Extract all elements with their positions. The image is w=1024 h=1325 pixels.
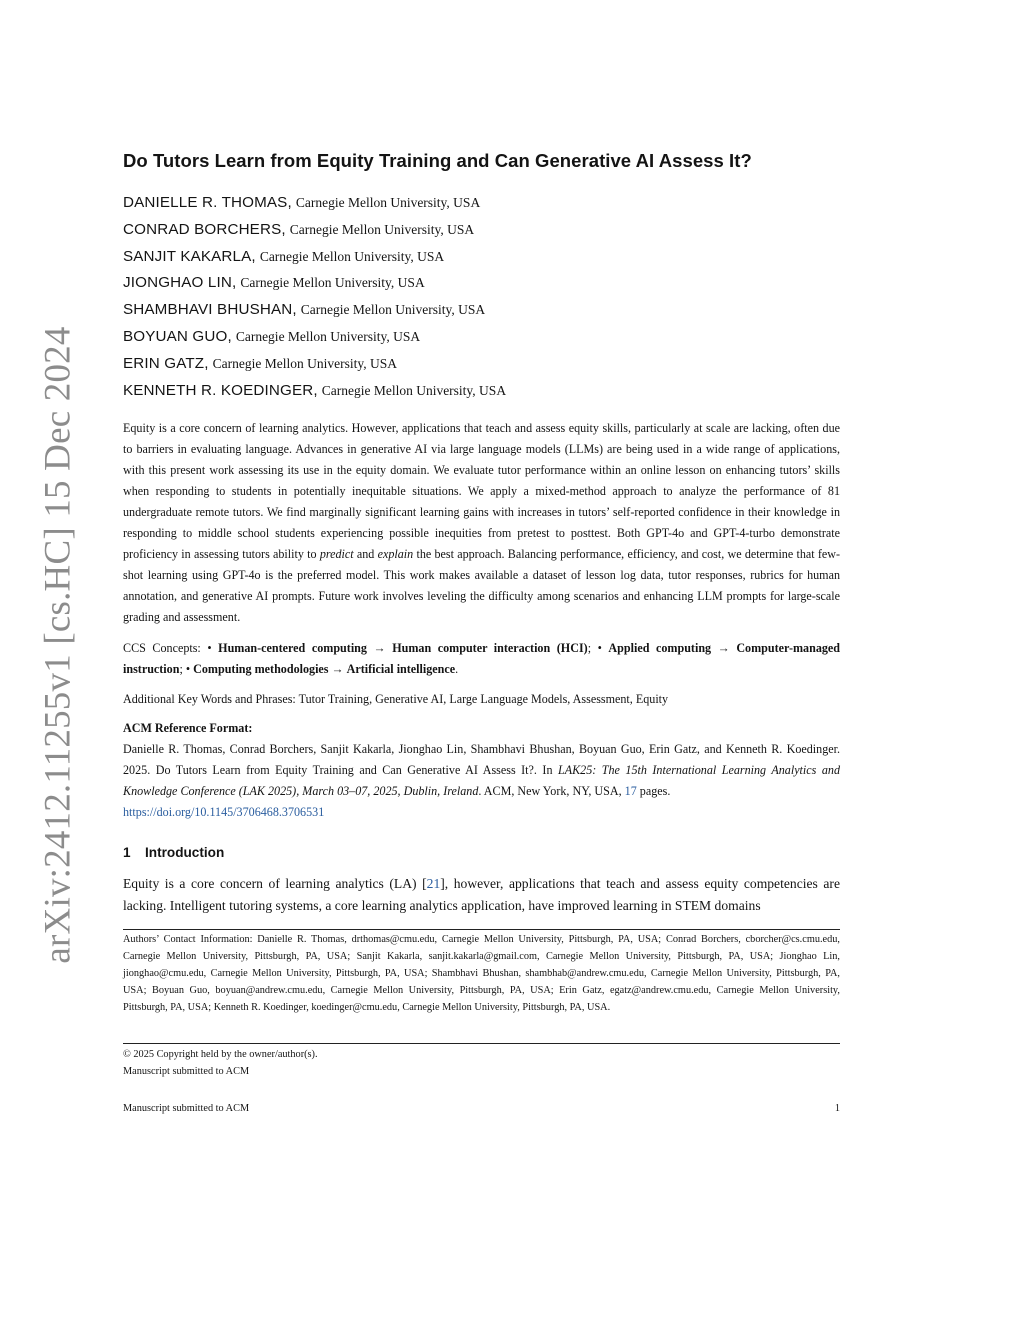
ccs-concept: Applied computing (608, 641, 712, 656)
intro-text: Equity is a core concern of learning analytics (LA) [ (123, 875, 427, 891)
ccs-separator: ; • (179, 662, 194, 677)
abstract-emphasis: explain (377, 546, 414, 561)
page-footer (123, 1100, 840, 1117)
author-affiliation: Carnegie Mellon University, USA (295, 195, 481, 210)
ccs-separator: ; • (587, 641, 609, 656)
footnote-divider (123, 929, 840, 930)
section-title: Introduction (145, 844, 225, 860)
author-affiliation: Carnegie Mellon University, USA (235, 328, 421, 344)
author-affiliation: Carnegie Mellon University, USA (289, 221, 475, 237)
submission-note: Manuscript submitted to ACM (123, 1066, 250, 1077)
ccs-label: CCS Concepts: • (123, 641, 219, 656)
ccs-concept: Artificial intelligence (346, 662, 456, 677)
ccs-arrow: → (366, 641, 393, 656)
page-count-link[interactable]: 17 (624, 783, 637, 798)
author-contact-footnote: Authors’ Contact Information: Danielle R. Thomas, drthomas@cmu.edu, Carnegie Mellon University, Pittsburgh, PA, USA; Conrad Borchers, cborcher@cs.cmu.edu, Carnegie Mellon University, Pittsburgh, PA, USA; Sanjit Kakarla, sanjit.kakarla@gmail.com, Carnegie Mellon University, Pittsburgh, PA, USA; Jionghao Lin, jionghao@cmu.edu, Carnegie Mellon University, Pittsburgh, PA, USA; Shambhavi Bhushan, shambhab@andrew.cmu.edu, Carnegie Mellon University, Pittsburgh, PA, USA; Boyuan Guo, boyuan@andrew.cmu.edu, Carnegie Mellon University, Pittsburgh, PA, USA; Erin Gatz, egatz@andrew.cmu.edu, Carnegie Mellon University, Pittsburgh, PA, USA; Kenneth R. Koedinger, koedinger@cmu.edu, Carnegie Mellon University, Pittsburgh, PA, USA. (123, 934, 840, 1013)
author-name: SHAMBHAVI BHUSHAN, (123, 301, 297, 319)
author-entry (123, 217, 840, 244)
ccs-concept: Computer-managed instruction (123, 641, 841, 677)
reference-format-heading: ACM Reference Format: (123, 721, 253, 736)
copyright-line: © 2025 Copyright held by the owner/author(s). (123, 1049, 318, 1060)
abstract-text: and (353, 546, 378, 561)
author-entry (123, 324, 840, 351)
abstract (123, 418, 840, 627)
reference-text: pages. (636, 783, 671, 798)
ccs-concept: Human-centered computing (218, 641, 367, 656)
section-heading (123, 843, 840, 863)
author-entry (123, 244, 840, 271)
author-name: DANIELLE R. THOMAS, (123, 194, 292, 211)
reference-venue: LAK25: The 15th International Learning Analytics and Knowledge Conference (LAK 2025), March 03–07, 2025, Dublin, Ireland (123, 762, 840, 798)
author-entry (123, 190, 840, 217)
author-entry (123, 297, 840, 324)
intro-text: ], however, applications that teach and assess equity competencies are lacking. Intelligent tutoring systems, a core learning analytics application, have improved learning in STEM domains (123, 875, 840, 914)
author-affiliation: Carnegie Mellon University, USA (300, 302, 486, 318)
reference-text: Danielle R. Thomas, Conrad Borchers, Sanjit Kakarla, Jionghao Lin, Shambhavi Bhushan, Boyuan Guo, Erin Gatz, and Kenneth R. Koedinger. 2025. Do Tutors Learn from Equity Training and Can Generative AI Assess It?. In (123, 742, 840, 777)
author-name: SANJIT KAKARLA, (123, 247, 256, 265)
section-number: 1 (123, 844, 131, 860)
author-affiliation: Carnegie Mellon University, USA (240, 275, 425, 291)
author-entry (123, 351, 840, 378)
abstract-text: Equity is a core concern of learning analytics. However, applications that teach and assess equity skills, particularly at scale are lacking, often due to barriers in evaluating language. Advances in generative AI via large language models (LLMs) are being used in a wide range of applications, with this present work assessing its use in the equity domain. We evaluate tutor performance within an online lesson on enhancing tutors’ skills when responding to students in potentially inequitable situations. We apply a mixed-method approach to analyze the performance of 81 undergraduate remote tutors. We find marginally significant learning gains with increases in tutors’ self-reported confidence in their knowledge in responding to middle school students experiencing possible inequities from pretest to posttest. Both GPT-4o and GPT-4-turbo demonstrate proficiency in assessing tutors ability to (123, 421, 840, 561)
arxiv-identifier-stamp: arXiv:2412.11255v1 [cs.HC] 15 Dec 2024 (37, 326, 79, 964)
ccs-concepts (123, 638, 840, 680)
footer-left-text: Manuscript submitted to ACM (123, 1103, 250, 1114)
author-name: KENNETH R. KOEDINGER, (123, 381, 318, 399)
author-affiliation: Carnegie Mellon University, USA (259, 248, 445, 264)
ccs-concept: Human computer interaction (HCI) (392, 641, 588, 656)
intro-paragraph (123, 873, 840, 919)
page-content (123, 150, 840, 918)
author-name: ERIN GATZ, (123, 354, 209, 372)
author-name: JIONGHAO LIN, (123, 274, 237, 292)
author-entry (123, 270, 840, 297)
doi-link[interactable]: https://doi.org/10.1145/3706468.3706531 (123, 804, 325, 819)
author-affiliation: Carnegie Mellon University, USA (212, 355, 397, 371)
author-name: BOYUAN GUO, (123, 327, 232, 345)
author-list (123, 190, 840, 404)
copyright-divider (123, 1043, 840, 1044)
abstract-text: the best approach. Balancing performance, efficiency, and cost, we determine that few-shot learning using GPT-4o is the preferred model. This work makes available a dataset of lesson log data, tutor responses, rubrics for human annotation, and generative AI prompts. Future work involves leveling the difficulty among scenarios and enhancing LLM prompts for large-scale grading and assessment. (123, 546, 841, 624)
citation-link[interactable]: 21 (426, 875, 441, 891)
ccs-arrow: → (328, 662, 347, 677)
ccs-arrow: → (711, 641, 737, 656)
keywords: Additional Key Words and Phrases: Tutor Training, Generative AI, Large Language Models, Assessment, Equity (123, 692, 669, 707)
page-number: 1 (834, 1103, 840, 1114)
author-entry (123, 378, 840, 405)
ccs-end: . (455, 662, 459, 677)
ccs-concept: Computing methodologies (193, 662, 329, 677)
copyright-block (123, 1046, 840, 1080)
reference-text: . ACM, New York, NY, USA, (478, 783, 625, 798)
author-name: CONRAD BORCHERS, (123, 220, 286, 238)
reference-format (123, 739, 840, 823)
author-affiliation: Carnegie Mellon University, USA (321, 382, 507, 398)
abstract-emphasis: predict (319, 546, 354, 561)
paper-title: Do Tutors Learn from Equity Training and Can Generative AI Assess It? (123, 150, 752, 171)
